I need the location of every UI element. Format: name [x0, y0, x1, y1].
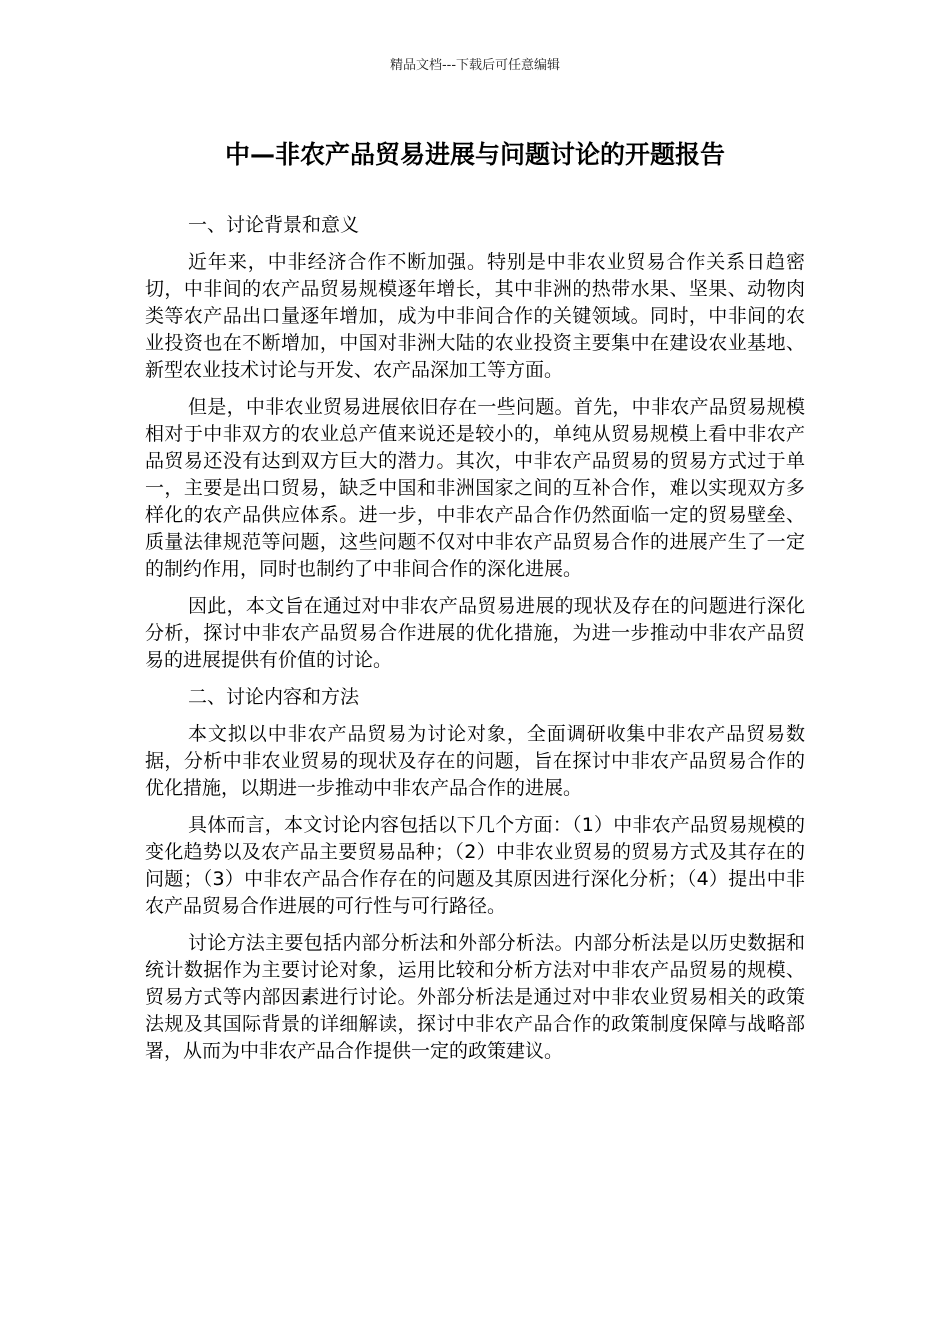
section-heading-methods: 二、讨论内容和方法	[188, 686, 360, 708]
paragraph-research-object: 本文拟以中非农产品贸易为讨论对象，全面调研收集中非农产品贸易数据，分析中非农业贸易的现状及存在的问题，旨在探讨中非农产品贸易合作的优化措施，以期进一步推动中非农产品合作的进展。	[145, 723, 805, 799]
paragraph-problems: 但是，中非农业贸易进展依旧存在一些问题。首先，中非农产品贸易规模相对于中非双方的农业总产值来说还是较小的，单纯从贸易规模上看中非农产品贸易还没有达到双方巨大的潜力。其次，中非农产品贸易的贸易方式过于单一，主要是出口贸易，缺乏中国和非洲国家之间的互补合作，难以实现双方多样化的农产品供应体系。进一步，中非农产品合作仍然面临一定的贸易壁垒、质量法律规范等问题，这些问题不仅对中非农产品贸易合作的进展产生了一定的制约作用，同时也制约了中非间合作的深化进展。	[145, 396, 805, 580]
document-title: 中—非农产品贸易进展与问题讨论的开题报告	[224, 140, 725, 169]
paragraph-research-content: 具体而言，本文讨论内容包括以下几个方面：（1）中非农产品贸易规模的变化趋势以及农产品主要贸易品种；（2）中非农业贸易的贸易方式及其存在的问题；（3）中非农产品合作存在的问题及其原因进行深化分析；（4）提出中非农产品贸易合作进展的可行性与可行路径。	[145, 814, 805, 917]
page-header-note: 精品文档---下载后可任意编辑	[389, 58, 561, 73]
paragraph-research-methods: 讨论方法主要包括内部分析法和外部分析法。内部分析法是以历史数据和统计数据作为主要讨论对象，运用比较和分析方法对中非农产品贸易的规模、贸易方式等内部因素进行讨论。外部分析法是通过对中非农业贸易相关的政策法规及其国际背景的详细解读，探讨中非农产品合作的政策制度保障与战略部署，从而为中非农产品合作提供一定的政策建议。	[145, 932, 805, 1062]
section-heading-background: 一、讨论背景和意义	[188, 214, 360, 236]
paragraph-purpose: 因此，本文旨在通过对中非农产品贸易进展的现状及存在的问题进行深化分析，探讨中非农产品贸易合作进展的优化措施，为进一步推动中非农产品贸易的进展提供有价值的讨论。	[145, 595, 805, 671]
paragraph-background: 近年来，中非经济合作不断加强。特别是中非农业贸易合作关系日趋密切，中非间的农产品贸易规模逐年增长，其中非洲的热带水果、坚果、动物肉类等农产品出口量逐年增加，成为中非间合作的关键领域。同时，中非间的农业投资也在不断增加，中国对非洲大陆的农业投资主要集中在建设农业基地、新型农业技术讨论与开发、农产品深加工等方面。	[145, 251, 805, 381]
document-body	[145, 212, 805, 1075]
